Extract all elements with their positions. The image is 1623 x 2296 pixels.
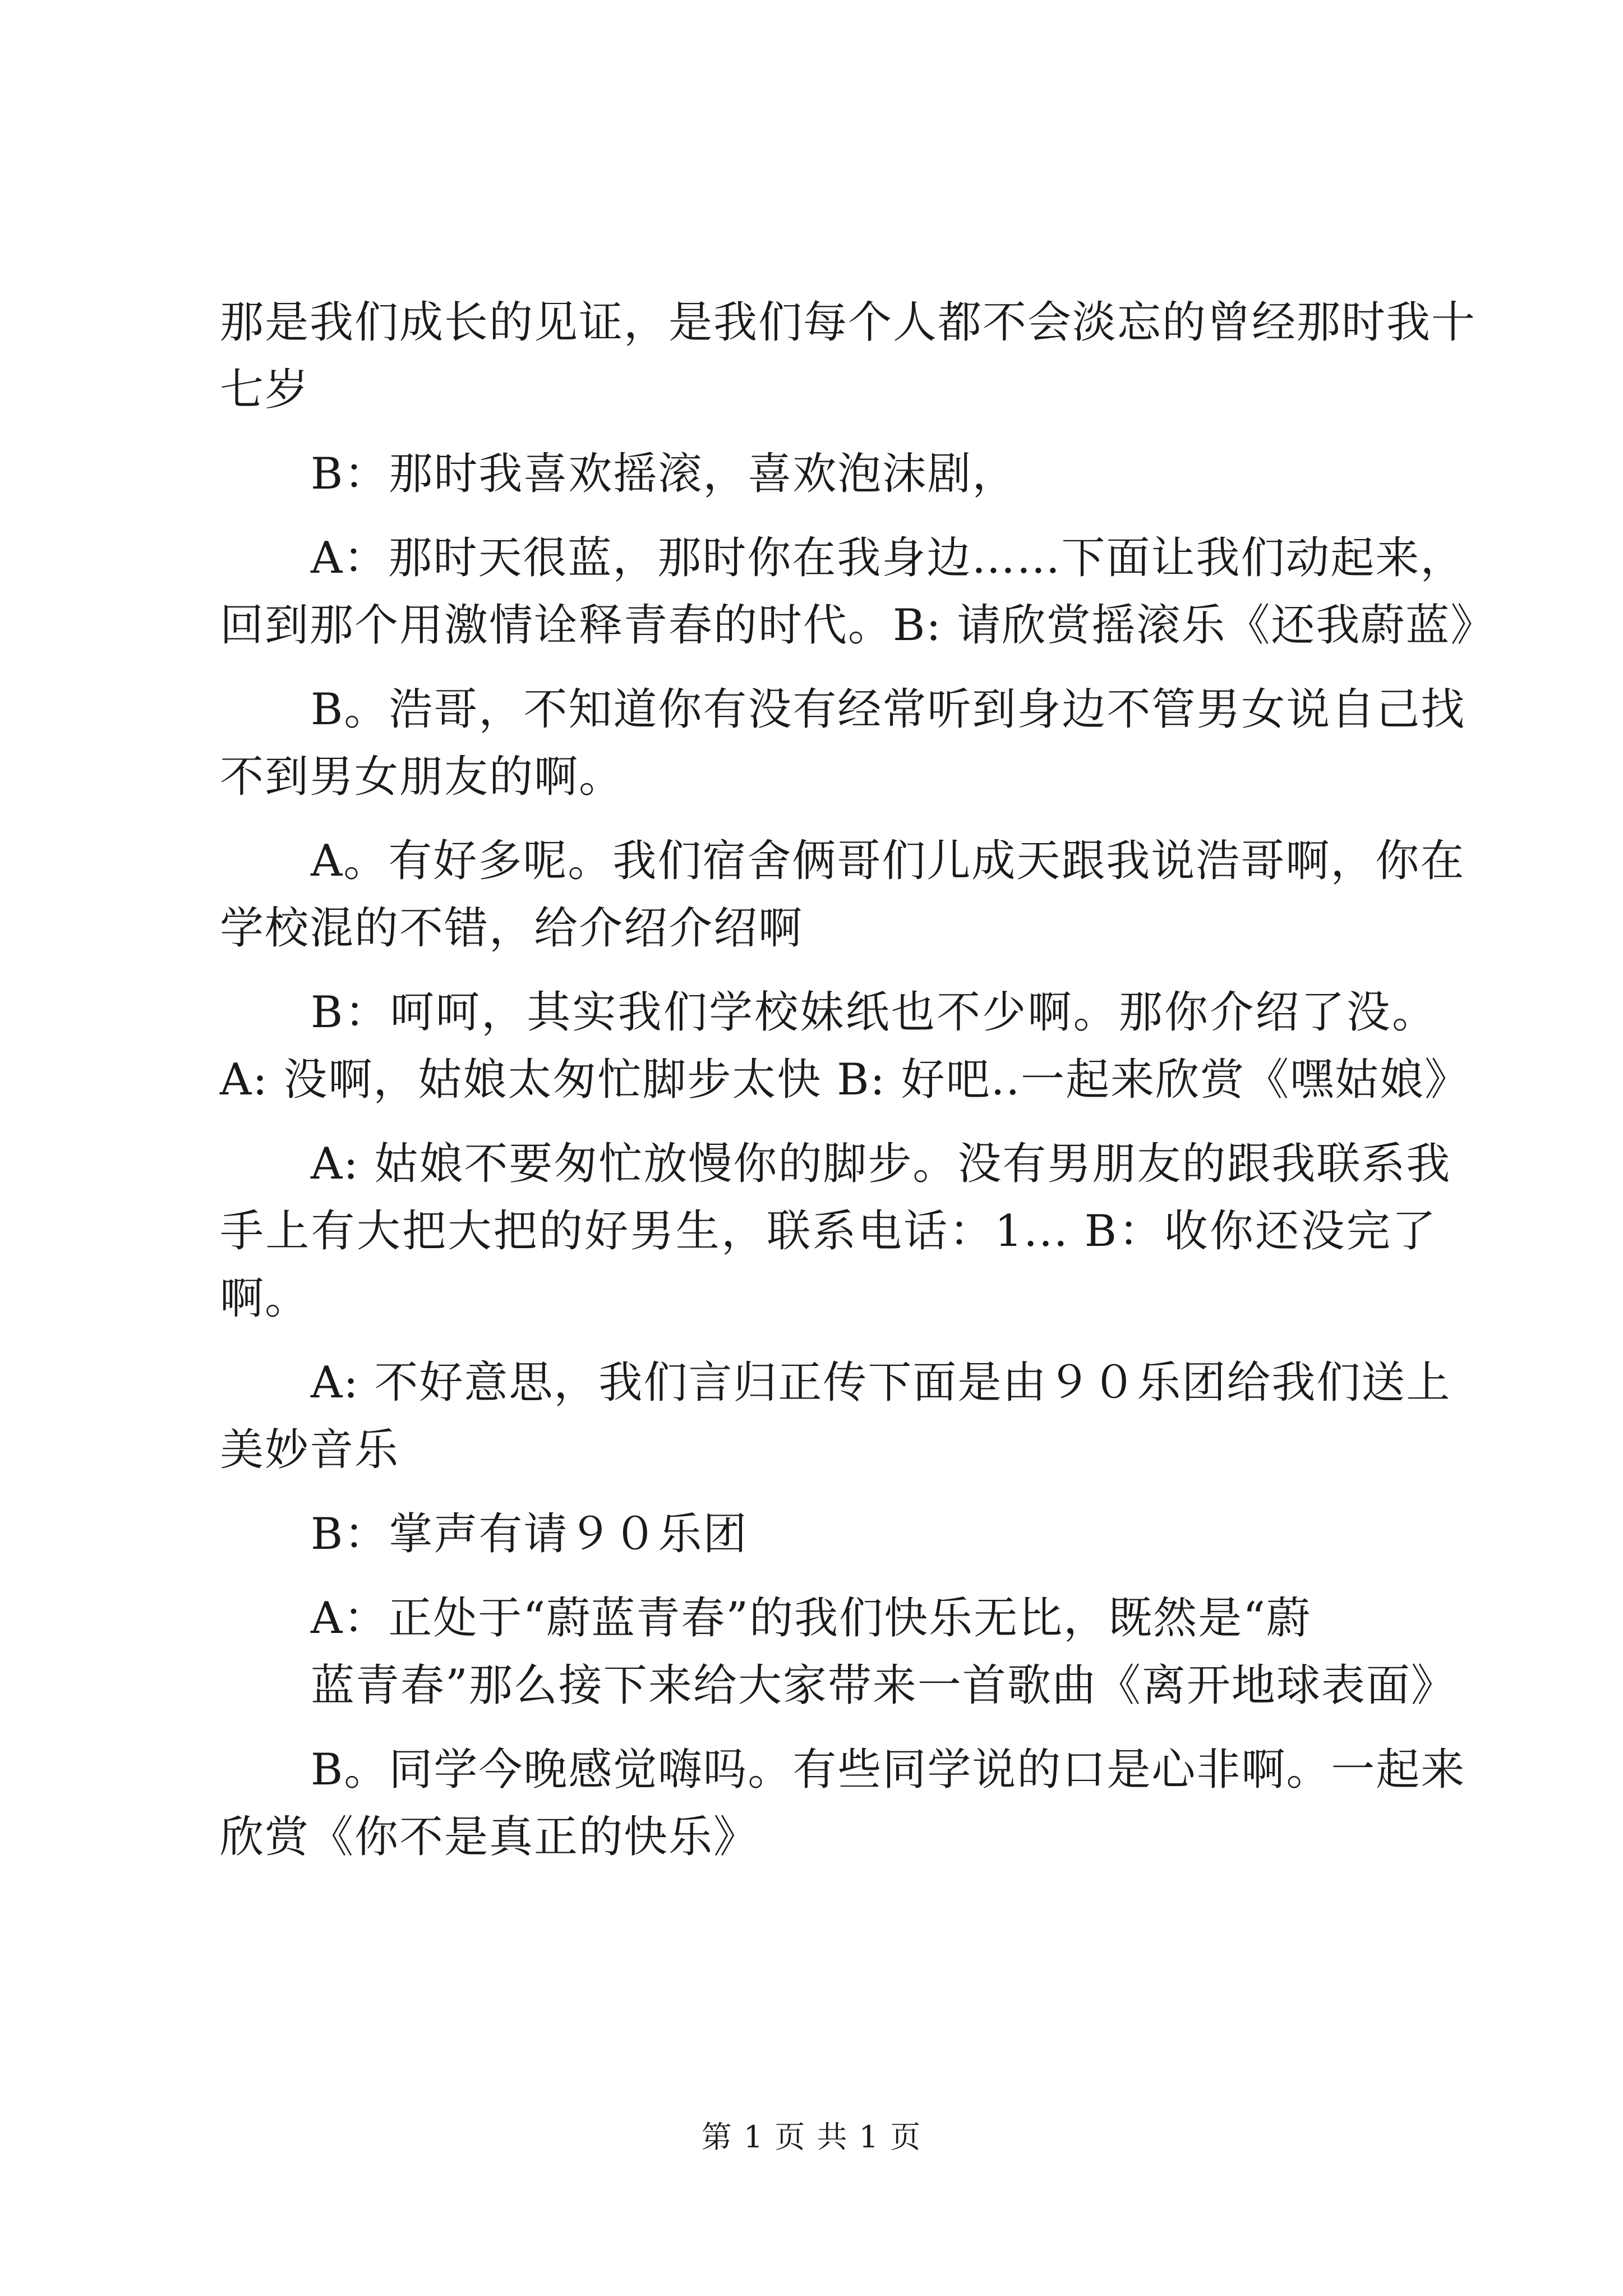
text-line: B。浩哥，不知道你有没有经常听到身边不管男女说自己找 xyxy=(311,684,1466,735)
text-line: 美妙音乐 xyxy=(220,1425,400,1475)
text-line: 欣赏《你不是真正的快乐》 xyxy=(220,1812,759,1862)
text-line: 学校混的不错，给介绍介绍啊 xyxy=(220,903,804,954)
text-line: 啊。 xyxy=(220,1273,310,1324)
text-line: 回到那个用激情诠释青春的时代。B: 请欣赏摇滚乐《还我蔚蓝》 xyxy=(220,600,1496,651)
text-line: A。有好多呢。我们宿舍俩哥们儿成天跟我说浩哥啊，你在 xyxy=(311,836,1465,886)
text-line: B：掌声有请９０乐团 xyxy=(311,1509,748,1559)
text-line: A: 不好意思，我们言归正传下面是由９０乐团给我们送上 xyxy=(311,1358,1451,1408)
text-line: B：那时我喜欢摇滚，喜欢泡沫剧， xyxy=(311,449,1017,499)
text-line: 七岁 xyxy=(220,365,310,415)
text-line: A：那时天很蓝，那时你在我身边……下面让我们动起来， xyxy=(311,533,1465,583)
text-line: B：呵呵，其实我们学校妹纸也不少啊。那你介绍了没。 xyxy=(311,987,1437,1038)
text-line: B。同学今晚感觉嗨吗。有些同学说的口是心非啊。一起来 xyxy=(311,1745,1466,1795)
text-line: A: 姑娘不要匆忙放慢你的脚步。没有男朋友的跟我联系我 xyxy=(311,1139,1451,1189)
text-line: 蓝青春”那么接下来给大家带来一首歌曲《离开地球表面》 xyxy=(311,1660,1456,1711)
page-footer: 第 1 页 共 1 页 xyxy=(701,2119,922,2155)
text-line: 不到男女朋友的啊。 xyxy=(220,752,624,802)
text-line: 手上有大把大把的好男生，联系电话：1... B：收你还没完了 xyxy=(220,1206,1437,1257)
text-line: A：正处于“蔚蓝青春”的我们快乐无比，既然是“蔚 xyxy=(311,1593,1311,1644)
text-line: 那是我们成长的见证，是我们每个人都不会淡忘的曾经那时我十 xyxy=(220,297,1477,348)
text-line: A: 没啊，姑娘太匆忙脚步太快 B: 好吧..一起来欣赏《嘿姑娘》 xyxy=(220,1055,1470,1105)
